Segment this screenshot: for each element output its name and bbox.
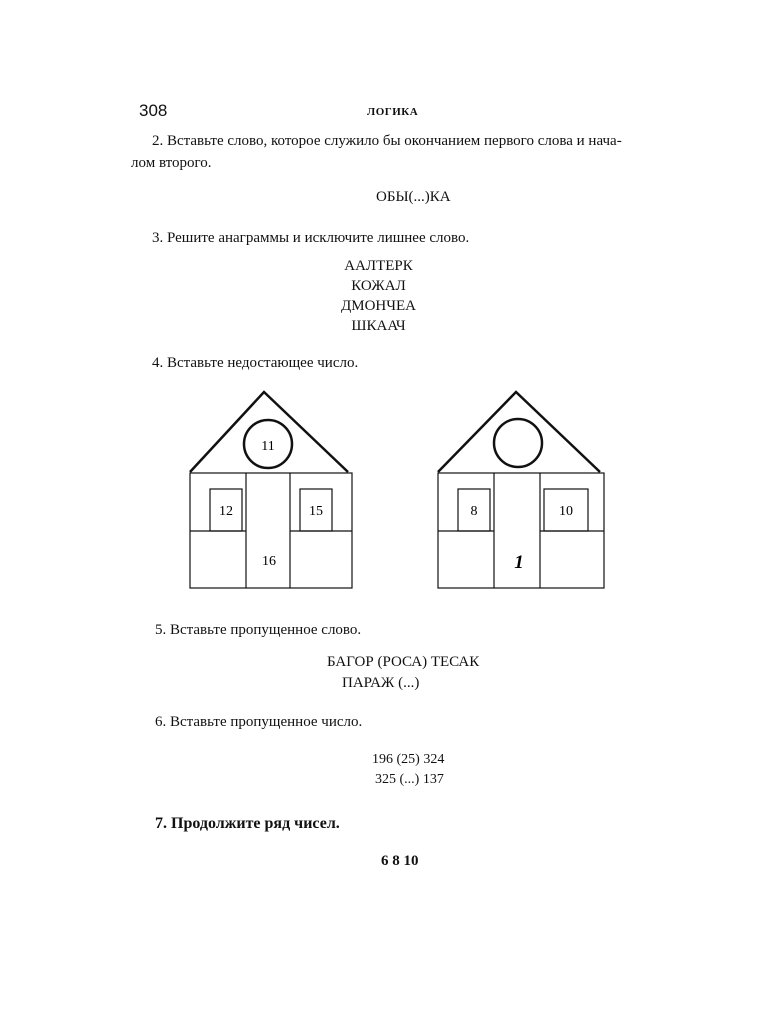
house-1-door-number: 16 bbox=[262, 554, 276, 569]
task-6-line2: 325 (...) 137 bbox=[375, 772, 444, 787]
house-1-roof-number: 11 bbox=[261, 439, 275, 454]
task-7-text: 7. Продолжите ряд чисел. bbox=[155, 815, 340, 832]
house-1-left-number: 12 bbox=[219, 504, 233, 519]
task-2-formula: ОБЫ(...)КА bbox=[376, 189, 451, 205]
house-1-right-number: 15 bbox=[309, 504, 323, 519]
task-2-text-line2: лом второго. bbox=[131, 155, 212, 171]
running-title: ЛОГИКА bbox=[367, 106, 419, 118]
house-2-left-number: 8 bbox=[470, 504, 478, 519]
task-2-text-line1: 2. Вставьте слово, которое служило бы окончанием первого слова и нача- bbox=[152, 133, 622, 149]
task-6-line1: 196 (25) 324 bbox=[372, 752, 445, 767]
page-number: 308 bbox=[139, 101, 168, 120]
house-2-door-number: 1 bbox=[514, 552, 524, 573]
house-1-roof bbox=[190, 392, 348, 472]
task-6-text: 6. Вставьте пропущенное число. bbox=[155, 714, 363, 730]
house-2-roof bbox=[438, 392, 600, 472]
task-7-series: 6 8 10 bbox=[381, 853, 419, 869]
anagram-2: КОЖАЛ bbox=[351, 278, 406, 294]
anagram-1: ААЛТЕРК bbox=[344, 258, 413, 274]
task-5-line1: БАГОР (РОСА) ТЕСАК bbox=[327, 654, 480, 670]
task-5-line2: ПАРАЖ (...) bbox=[342, 675, 420, 691]
task-4-text: 4. Вставьте недостающее число. bbox=[152, 355, 359, 371]
task-3-text: 3. Решите анаграммы и исключите лишнее слово. bbox=[152, 230, 470, 246]
anagram-3: ДМОНЧЕА bbox=[341, 298, 416, 314]
task-5-text: 5. Вставьте пропущенное слово. bbox=[155, 622, 362, 638]
house-2-roof-circle bbox=[494, 419, 542, 467]
house-2-right-number: 10 bbox=[559, 504, 573, 519]
anagram-4: ШКААЧ bbox=[351, 318, 406, 334]
